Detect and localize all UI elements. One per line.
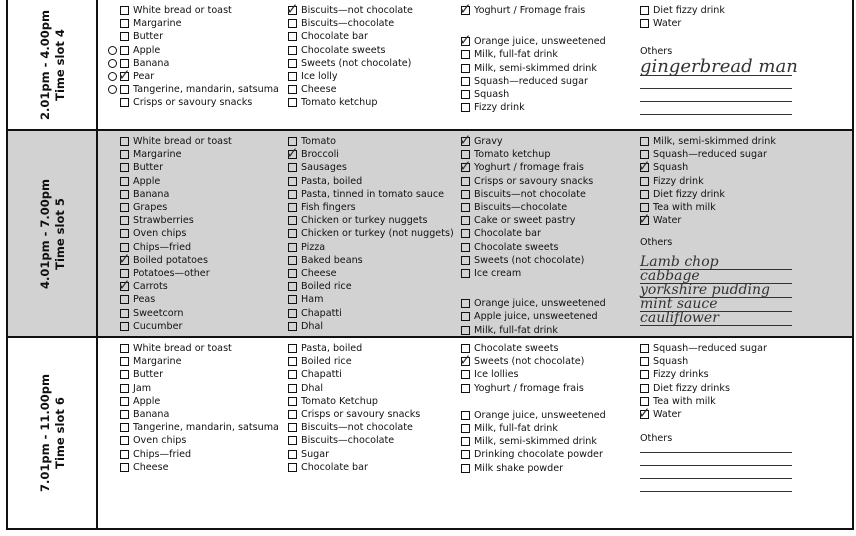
check-icon: ✓: [459, 157, 472, 176]
column-3: [461, 342, 606, 475]
circle-mark-icon: [108, 46, 117, 55]
food-item[interactable]: Butter: [120, 30, 279, 43]
checkbox[interactable]: [120, 98, 129, 107]
others-line[interactable]: [640, 114, 792, 115]
food-item[interactable]: Fizzy drinks: [640, 368, 792, 381]
checkbox[interactable]: [461, 64, 470, 73]
checkbox-checked[interactable]: [459, 131, 472, 150]
check-icon: ✓: [286, 144, 299, 163]
food-item[interactable]: Peas: [120, 293, 232, 306]
checkbox[interactable]: [288, 32, 297, 41]
food-item[interactable]: Chips—fried: [120, 448, 279, 461]
checkbox[interactable]: [461, 77, 470, 86]
food-item[interactable]: Cheese: [288, 83, 413, 96]
food-item[interactable]: Tangerine, mandarin, satsuma: [120, 421, 279, 434]
food-diary-sheet: [6, 0, 854, 530]
food-item[interactable]: Banana: [120, 188, 232, 201]
checkbox[interactable]: [461, 103, 470, 112]
checkbox[interactable]: [120, 309, 129, 318]
checkbox-checked[interactable]: [459, 157, 472, 176]
checkbox[interactable]: [120, 150, 129, 159]
food-item[interactable]: Milk, semi-skimmed drink: [461, 62, 606, 75]
checkbox[interactable]: [120, 344, 129, 353]
food-item[interactable]: Tea with milk: [640, 395, 792, 408]
checkbox[interactable]: [288, 463, 297, 472]
checkbox[interactable]: [288, 344, 297, 353]
checkbox[interactable]: [120, 384, 129, 393]
checkbox[interactable]: [288, 282, 297, 291]
checkbox[interactable]: [120, 322, 129, 331]
others-entry[interactable]: cabbage: [640, 270, 792, 284]
column-3: [459, 0, 606, 114]
food-item[interactable]: ✓ Carrots: [118, 276, 168, 295]
checkbox[interactable]: [288, 243, 297, 252]
food-item[interactable]: Milk, full-fat drink: [461, 323, 606, 336]
food-item[interactable]: White bread or toast: [120, 135, 232, 148]
food-item[interactable]: ✓ Orange juice, unsweetened: [459, 31, 606, 50]
food-item[interactable]: Banana: [120, 57, 279, 70]
food-item[interactable]: Diet fizzy drink: [640, 4, 792, 17]
food-item[interactable]: ✓ Water: [638, 404, 682, 423]
slot-name: Time slot 4: [53, 28, 67, 101]
time-slot-6: [8, 338, 852, 528]
checkbox-checked[interactable]: [459, 351, 472, 370]
food-item[interactable]: Butter: [120, 161, 232, 174]
circle-mark-icon: [108, 59, 117, 68]
food-item[interactable]: White bread or toast: [120, 342, 279, 355]
food-item[interactable]: White bread or toast: [120, 4, 279, 17]
checkbox[interactable]: [120, 463, 129, 472]
food-item[interactable]: Tangerine, mandarin, satsuma: [120, 83, 279, 96]
checkbox[interactable]: [461, 216, 470, 225]
check-icon: ✓: [638, 210, 651, 229]
checkbox[interactable]: [461, 384, 470, 393]
column-4: [640, 135, 792, 326]
checkbox-checked[interactable]: [638, 404, 651, 423]
checkbox[interactable]: [120, 190, 129, 199]
food-item[interactable]: Milk, full-fat drink: [461, 48, 606, 61]
food-item[interactable]: Crisps or savoury snacks: [461, 175, 606, 188]
checkbox[interactable]: [461, 256, 470, 265]
others-heading: Others: [640, 433, 673, 445]
checkbox[interactable]: [120, 163, 129, 172]
checkbox[interactable]: [288, 370, 297, 379]
food-item[interactable]: Tea with milk: [640, 201, 792, 214]
check-icon: ✓: [286, 0, 299, 19]
checkbox[interactable]: [288, 216, 297, 225]
others-line[interactable]: [640, 88, 792, 89]
food-item[interactable]: Margarine: [120, 355, 279, 368]
checkbox-checked[interactable]: [286, 144, 299, 163]
checkbox[interactable]: [461, 299, 470, 308]
food-item[interactable]: Grapes: [120, 201, 232, 214]
food-item[interactable]: Squash—reduced sugar: [640, 148, 792, 161]
check-icon: ✓: [118, 276, 131, 295]
food-item[interactable]: Cake or sweet pastry: [461, 214, 606, 227]
food-item[interactable]: Crisps or savoury snacks: [120, 96, 279, 109]
food-item[interactable]: Apple: [120, 44, 279, 57]
food-item[interactable]: Butter: [120, 368, 279, 381]
food-item[interactable]: Crisps or savoury snacks: [288, 408, 420, 421]
check-icon: ✓: [459, 131, 472, 150]
food-item[interactable]: Chapatti: [288, 368, 420, 381]
column-1: [120, 342, 279, 474]
checkbox[interactable]: [461, 326, 470, 335]
checkbox[interactable]: [461, 243, 470, 252]
food-item[interactable]: Squash: [640, 355, 792, 368]
food-item[interactable]: Biscuits—chocolate: [288, 17, 413, 30]
food-item[interactable]: ✓ Yoghurt / Fromage frais: [459, 0, 586, 19]
column-1: [120, 4, 279, 110]
food-item[interactable]: Sugar: [288, 448, 420, 461]
food-item[interactable]: Tomato ketchup: [461, 148, 606, 161]
checkbox[interactable]: [120, 436, 129, 445]
food-item[interactable]: Dhal: [288, 382, 420, 395]
check-icon: ✓: [459, 351, 472, 370]
food-item[interactable]: ✓ Pear: [120, 70, 279, 83]
checkbox[interactable]: [288, 450, 297, 459]
food-item[interactable]: ✓ Biscuits—not chocolate: [286, 0, 413, 19]
checkbox-checked[interactable]: [118, 276, 131, 295]
food-item[interactable]: Tomato Ketchup: [288, 395, 420, 408]
food-item[interactable]: ✓ Gravy: [459, 131, 503, 150]
checkbox[interactable]: [288, 357, 297, 366]
food-item[interactable]: ✓ Boiled potatoes: [118, 249, 208, 268]
checkbox-checked[interactable]: [638, 157, 651, 176]
column-4: [640, 4, 798, 115]
check-icon: ✓: [118, 66, 131, 85]
checkbox[interactable]: [461, 50, 470, 59]
food-item[interactable]: Chapatti: [288, 306, 454, 319]
food-item[interactable]: Diet fizzy drinks: [640, 382, 792, 395]
food-item[interactable]: Jam: [120, 382, 279, 395]
check-icon: ✓: [638, 157, 651, 176]
checkbox-checked[interactable]: [638, 210, 651, 229]
checkbox[interactable]: [288, 269, 297, 278]
checkbox[interactable]: [640, 6, 649, 15]
food-item[interactable]: Chicken or turkey nuggets: [288, 214, 454, 227]
checkbox[interactable]: [288, 177, 297, 186]
checkbox[interactable]: [288, 436, 297, 445]
others-entry[interactable]: mint sauce: [640, 298, 792, 312]
food-item[interactable]: Strawberries: [120, 214, 232, 227]
slot-label-column: [8, 338, 98, 528]
checkbox[interactable]: [288, 384, 297, 393]
food-item[interactable]: Apple juice, unsweetened: [461, 310, 606, 323]
food-item[interactable]: Chips—fried: [120, 241, 232, 254]
slot-time: 7.01pm - 11.00pm: [38, 374, 52, 492]
checkbox[interactable]: [461, 464, 470, 473]
food-item[interactable]: Chicken or turkey (not nuggets): [288, 227, 454, 240]
slot-time: 4.01pm - 7.00pm: [38, 178, 52, 289]
checkbox-checked[interactable]: [118, 249, 131, 268]
checkbox[interactable]: [120, 370, 129, 379]
others-heading: Others: [640, 237, 673, 249]
food-item[interactable]: Fizzy drink: [461, 101, 606, 114]
food-item[interactable]: Tomato ketchup: [288, 96, 413, 109]
food-item[interactable]: Chocolate bar: [288, 461, 420, 474]
food-item[interactable]: Oven chips: [120, 227, 232, 240]
others-line[interactable]: [640, 101, 792, 102]
checkbox[interactable]: [120, 410, 129, 419]
checkbox[interactable]: [640, 370, 649, 379]
food-item[interactable]: Margarine: [120, 148, 232, 161]
checkbox[interactable]: [288, 322, 297, 331]
slot-label: [38, 10, 68, 120]
food-item[interactable]: ✓ Yoghurt / fromage frais: [459, 157, 584, 176]
checkbox[interactable]: [288, 46, 297, 55]
checkbox[interactable]: [640, 357, 649, 366]
checkbox[interactable]: [120, 32, 129, 41]
checkbox[interactable]: [120, 19, 129, 28]
checkbox-checked[interactable]: [286, 0, 299, 19]
food-item[interactable]: Chocolate sweets: [461, 342, 606, 355]
others-line[interactable]: [640, 452, 792, 453]
checkbox[interactable]: [461, 411, 470, 420]
checkbox[interactable]: [640, 344, 649, 353]
food-item[interactable]: Boiled rice: [288, 280, 454, 293]
checkbox-checked[interactable]: [459, 0, 472, 19]
circle-mark-icon: [108, 72, 117, 81]
food-item[interactable]: Milk shake powder: [461, 462, 606, 475]
checkbox[interactable]: [288, 19, 297, 28]
column-2: [288, 342, 420, 474]
checkbox[interactable]: [120, 85, 129, 94]
food-item[interactable]: Apple: [120, 395, 279, 408]
food-item[interactable]: Baked beans: [288, 254, 454, 267]
checkbox[interactable]: [640, 384, 649, 393]
food-item[interactable]: Diet fizzy drink: [640, 188, 792, 201]
checkbox[interactable]: [288, 72, 297, 81]
checkbox[interactable]: [461, 229, 470, 238]
others-line[interactable]: [640, 465, 792, 466]
column-2: [288, 135, 454, 333]
checkbox[interactable]: [640, 19, 649, 28]
food-item[interactable]: Banana: [120, 408, 279, 421]
checkbox[interactable]: [461, 177, 470, 186]
slot-name: Time slot 5: [53, 197, 67, 270]
checkbox[interactable]: [288, 423, 297, 432]
checkbox[interactable]: [461, 312, 470, 321]
food-item[interactable]: Oven chips: [120, 434, 279, 447]
food-item[interactable]: Milk, full-fat drink: [461, 422, 606, 435]
food-item[interactable]: Ice lolly: [288, 70, 413, 83]
checkbox[interactable]: [461, 437, 470, 446]
checkbox[interactable]: [120, 450, 129, 459]
checkbox[interactable]: [461, 203, 470, 212]
food-item[interactable]: Fish fingers: [288, 201, 454, 214]
food-item[interactable]: Milk, semi-skimmed drink: [640, 135, 792, 148]
slot-label-column: [8, 131, 98, 336]
food-item[interactable]: Ice lollies: [461, 368, 606, 381]
checkbox[interactable]: [120, 216, 129, 225]
checkbox[interactable]: [120, 177, 129, 186]
checkbox[interactable]: [461, 370, 470, 379]
checkbox[interactable]: [288, 85, 297, 94]
food-item[interactable]: ✓ Water: [638, 210, 682, 229]
time-slot-5: [8, 129, 852, 338]
checkbox[interactable]: [120, 203, 129, 212]
food-item[interactable]: Sausages: [288, 161, 454, 174]
food-item[interactable]: Sweets (not chocolate): [461, 254, 606, 267]
food-item[interactable]: Cheese: [288, 267, 454, 280]
slot-label-column: [8, 0, 98, 129]
checkbox[interactable]: [288, 163, 297, 172]
checkbox[interactable]: [120, 229, 129, 238]
food-item[interactable]: Pizza: [288, 241, 454, 254]
food-item[interactable]: Chocolate sweets: [288, 44, 413, 57]
food-item[interactable]: Apple: [120, 175, 232, 188]
food-item[interactable]: Cucumber: [120, 320, 232, 333]
food-item[interactable]: Dhal: [288, 320, 454, 333]
food-item[interactable]: ✓ Sweets (not chocolate): [459, 351, 585, 370]
food-item[interactable]: Squash—reduced sugar: [640, 342, 792, 355]
food-item[interactable]: Ham: [288, 293, 454, 306]
food-item[interactable]: Biscuits—not chocolate: [461, 188, 606, 201]
checkbox[interactable]: [288, 295, 297, 304]
others-line[interactable]: [640, 491, 792, 492]
checkbox[interactable]: [288, 410, 297, 419]
slot-label: [38, 374, 68, 492]
food-item[interactable]: Biscuits—chocolate: [461, 201, 606, 214]
checkbox[interactable]: [288, 59, 297, 68]
food-item[interactable]: Orange juice, unsweetened: [461, 297, 606, 310]
food-item[interactable]: Tomato: [288, 135, 454, 148]
food-item[interactable]: Biscuits—not chocolate: [288, 421, 420, 434]
checkbox[interactable]: [120, 357, 129, 366]
food-item[interactable]: Orange juice, unsweetened: [461, 409, 606, 422]
food-item[interactable]: Pasta, boiled: [288, 175, 454, 188]
checkbox-checked[interactable]: [459, 31, 472, 50]
checkbox[interactable]: [288, 98, 297, 107]
slot-label: [38, 179, 68, 289]
circle-mark-icon: [108, 85, 117, 94]
food-item[interactable]: Cheese: [120, 461, 279, 474]
food-item[interactable]: Sweets (not chocolate): [288, 57, 413, 70]
column-1: [120, 135, 232, 333]
checkbox[interactable]: [120, 423, 129, 432]
column-3: [459, 131, 606, 337]
checkbox[interactable]: [640, 190, 649, 199]
check-icon: ✓: [638, 404, 651, 423]
food-item[interactable]: Ice cream: [461, 267, 606, 280]
checkbox[interactable]: [288, 309, 297, 318]
checkbox-checked[interactable]: [118, 66, 131, 85]
checkbox[interactable]: [640, 177, 649, 186]
checkbox[interactable]: [288, 397, 297, 406]
food-item[interactable]: Pasta, boiled: [288, 342, 420, 355]
others-heading: Others: [640, 46, 673, 58]
food-item[interactable]: Milk, semi-skimmed drink: [461, 435, 606, 448]
food-item[interactable]: Chocolate bar: [461, 227, 606, 240]
check-icon: ✓: [459, 0, 472, 19]
checkbox[interactable]: [461, 190, 470, 199]
check-icon: ✓: [459, 31, 472, 50]
slot-name: Time slot 6: [53, 397, 67, 469]
others-entry[interactable]: yorkshire pudding: [640, 284, 792, 298]
food-item[interactable]: ✓ Broccoli: [286, 144, 339, 163]
column-2: [286, 0, 413, 110]
slot-time: 2.01pm - 4.00pm: [38, 9, 52, 120]
food-item[interactable]: Fizzy drink: [640, 175, 792, 188]
checkbox[interactable]: [288, 229, 297, 238]
checkbox[interactable]: [461, 90, 470, 99]
column-4: [640, 342, 792, 492]
checkbox[interactable]: [288, 190, 297, 199]
checkbox[interactable]: [640, 137, 649, 146]
food-item[interactable]: Yoghurt / fromage frais: [461, 382, 606, 395]
food-item[interactable]: ✓ Squash: [638, 157, 689, 176]
others-entry[interactable]: cauliflower: [640, 312, 792, 326]
checkbox[interactable]: [120, 295, 129, 304]
food-item[interactable]: Squash: [461, 88, 606, 101]
food-item[interactable]: Potatoes—other: [120, 267, 232, 280]
checkbox[interactable]: [120, 137, 129, 146]
checkbox[interactable]: [461, 269, 470, 278]
time-slot-4: [8, 0, 852, 129]
food-item[interactable]: Water: [640, 17, 792, 30]
check-icon: ✓: [118, 249, 131, 268]
food-item[interactable]: Margarine: [120, 17, 279, 30]
checkbox[interactable]: [288, 256, 297, 265]
food-item[interactable]: Drinking chocolate powder: [461, 448, 606, 461]
checkbox[interactable]: [120, 46, 129, 55]
food-item[interactable]: Chocolate sweets: [461, 241, 606, 254]
checkbox[interactable]: [288, 203, 297, 212]
checkbox[interactable]: [120, 6, 129, 15]
others-entry[interactable]: gingerbread man: [640, 56, 798, 78]
checkbox[interactable]: [461, 450, 470, 459]
food-item[interactable]: Biscuits—chocolate: [288, 434, 420, 447]
others-entry[interactable]: Lamb chop: [640, 256, 792, 270]
food-item[interactable]: Squash—reduced sugar: [461, 75, 606, 88]
food-item[interactable]: Boiled rice: [288, 355, 420, 368]
food-item[interactable]: Sweetcorn: [120, 306, 232, 319]
food-item[interactable]: Chocolate bar: [288, 30, 413, 43]
checkbox[interactable]: [461, 424, 470, 433]
checkbox[interactable]: [120, 397, 129, 406]
others-line[interactable]: [640, 478, 792, 479]
food-item[interactable]: Pasta, tinned in tomato sauce: [288, 188, 454, 201]
